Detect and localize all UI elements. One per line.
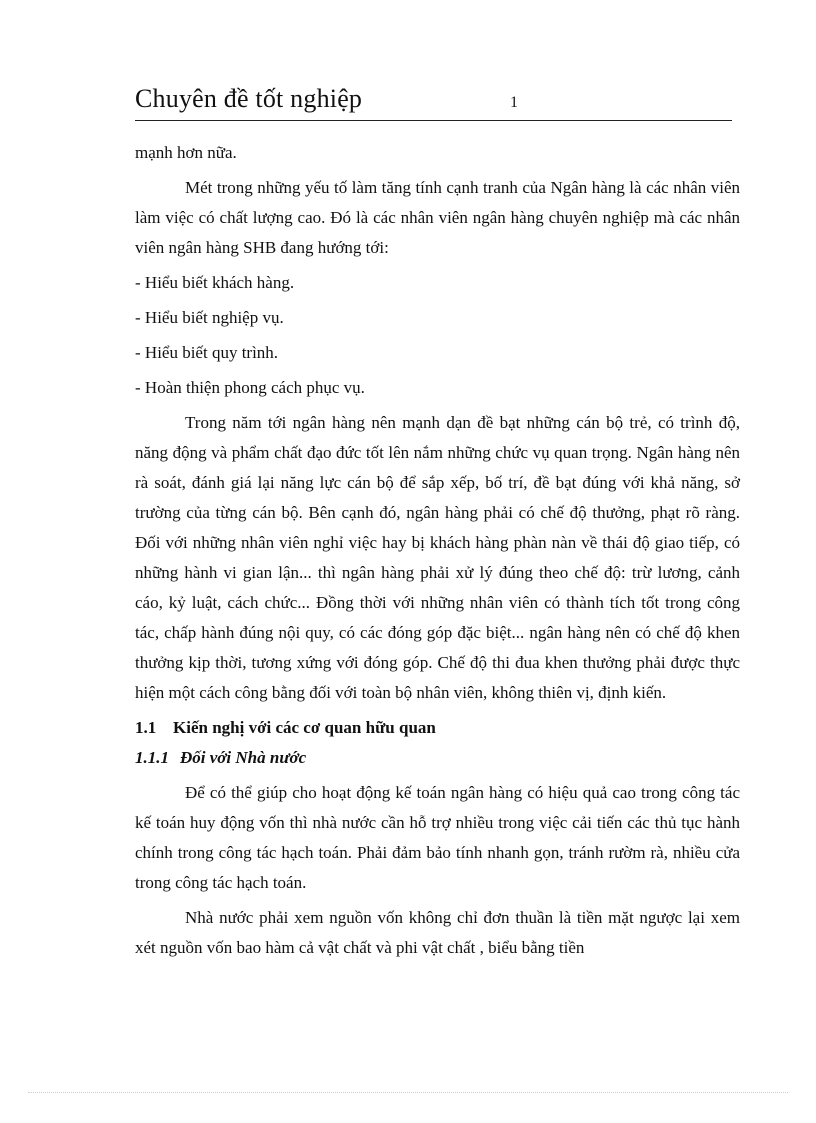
subsection-title: Đối với Nhà nước [180,748,307,767]
paragraph: Để có thể giúp cho hoạt động kế toán ngân hàng có hiệu quả cao trong công tác kế toán huy động vốn thì nhà nước cần hỗ trợ nhiều trong việc cải tiến các thủ tục hành chính trong công tác hạch toán. Phải đảm bảo tính nhanh gọn, tránh rườm rà, nhiều cửa trong công tác hạch toán. [135,783,740,892]
document-title: Chuyên đề tốt nghiệp [135,84,363,113]
paragraph: mạnh hơn nữa. [135,143,237,162]
list-item: - Hiểu biết khách hàng. [135,273,295,292]
list-item: - Hoàn thiện phong cách phục vụ. [135,378,365,397]
paragraph: Nhà nước phải xem nguồn vốn không chỉ đơn thuần là tiền mặt ngược lại xem xét nguồn vốn bao hàm cả vật chất và phi vật chất , biểu bằng tiền [135,908,740,957]
document-body [135,138,740,968]
page-header [135,84,732,121]
section-title: Kiến nghị với các cơ quan hữu quan [173,718,436,737]
section-number: 1.1 [135,718,157,737]
section-heading [135,713,740,743]
paragraph: Trong năm tới ngân hàng nên mạnh dạn đề bạt những cán bộ trẻ, có trình độ, năng động và phẩm chất đạo đức tốt lên nắm những chức vụ quan trọng. Ngân hàng nên rà soát, đánh giá lại năng lực cán bộ để sắp xếp, bố trí, đề bạt đúng với khả năng, sở trường của từng cán bộ. Bên cạnh đó, ngân hàng phải có chế độ thưởng, phạt rõ ràng. Đối với những nhân viên nghỉ việc hay bị khách hàng phàn nàn về thái độ giao tiếp, có những hành vi gian lận... thì ngân hàng phải xử lý đúng theo chế độ: trừ lương, cảnh cáo, kỷ luật, cách chức... Đồng thời với những nhân viên có thành tích tốt trong công tác, chấp hành đúng nội quy, có các đóng góp đặc biệt... ngân hàng nên có chế độ khen thưởng kịp thời, tương xứng với đóng góp. Chế độ thi đua khen thưởng phải được thực hiện một cách công bằng đối với toàn bộ nhân viên, không thiên vị, định kiến. [135,413,740,702]
page-bottom-rule [28,1092,788,1093]
subsection-heading [135,743,740,773]
paragraph: Mét trong những yếu tố làm tăng tính cạnh tranh của Ngân hàng là các nhân viên làm việc có chất lượng cao. Đó là các nhân viên ngân hàng chuyên nghiệp mà các nhân viên ngân hàng SHB đang hướng tới: [135,178,740,257]
list-item: - Hiểu biết quy trình. [135,343,279,362]
subsection-number: 1.1.1 [135,748,169,767]
page-number: 1 [510,94,518,111]
list-item: - Hiểu biết nghiệp vụ. [135,308,284,327]
